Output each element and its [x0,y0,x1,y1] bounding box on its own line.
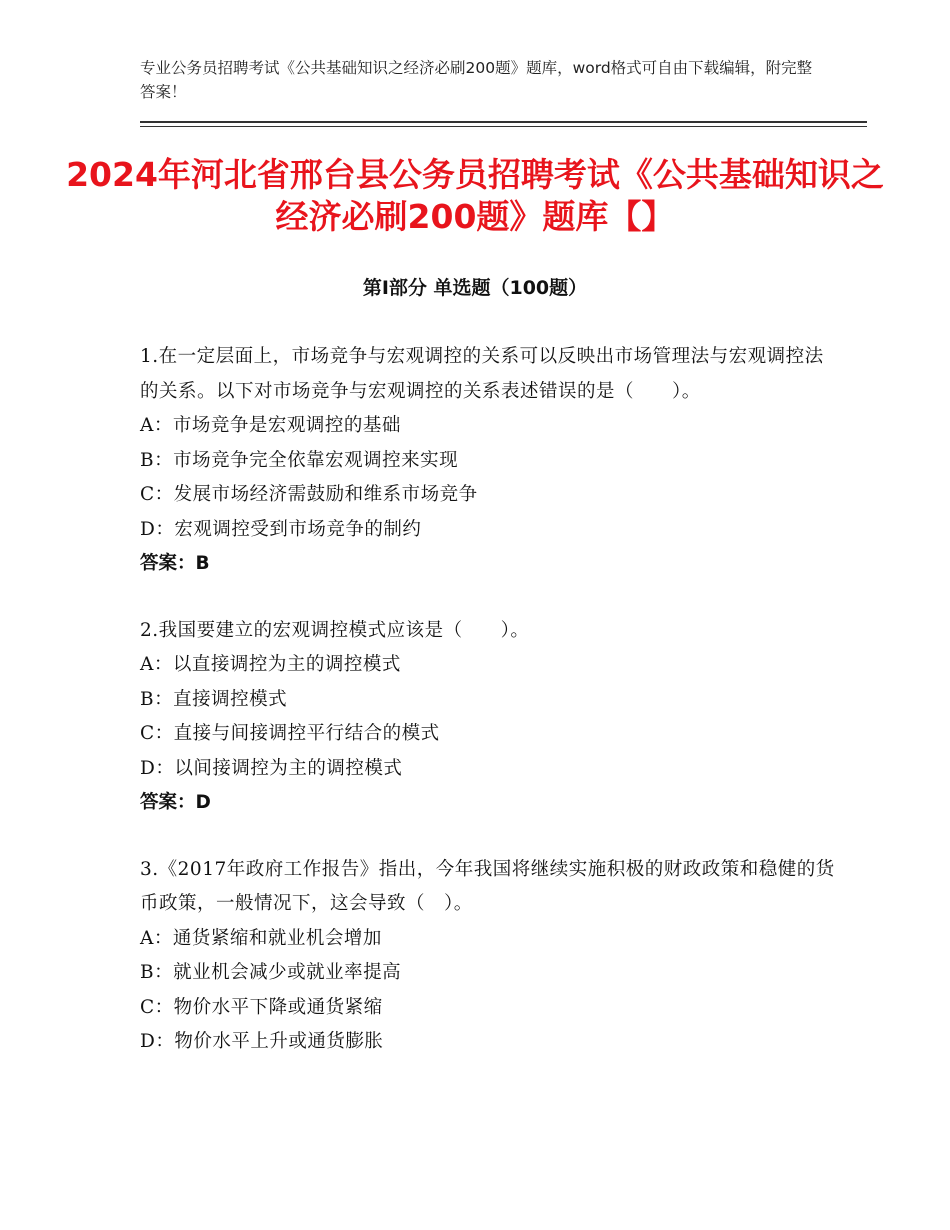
question-stem: 2.我国要建立的宏观调控模式应该是（ ）。 [140,619,530,641]
option-a: A：市场竞争是宏观调控的基础 [140,415,401,436]
option-d: D：宏观调控受到市场竞争的制约 [140,518,422,540]
option-d: D：物价水平上升或通货膨胀 [140,1031,384,1052]
option-b: B：直接调控模式 [140,688,288,710]
header-divider-thick [140,121,867,123]
header-divider-thin [140,126,867,127]
question-2 [140,614,840,821]
answer: 答案：B [140,553,210,574]
question-3 [140,853,840,1060]
option-b: B：就业机会减少或就业率提高 [140,962,402,983]
option-c: C：直接与间接调控平行结合的模式 [140,723,440,744]
option-b: B：市场竞争完全依靠宏观调控来实现 [140,449,459,471]
question-stem: 3.《2017年政府工作报告》指出，今年我国将继续实施积极的财政政策和稳健的货币政策，一般情况下，这会导致（ ）。 [140,858,835,914]
document-title: 2024年河北省邢台县公务员招聘考试《公共基础知识之经济必刷200题》题库【】 [66,155,884,236]
section-title: 第I部分 单选题（100题） [362,277,588,299]
question-1 [140,340,840,582]
header-note: 专业公务员招聘考试《公共基础知识之经济必刷200题》题库，word格式可自由下载编辑，附完整答案！ [140,59,813,101]
option-d: D：以间接调控为主的调控模式 [140,757,403,779]
answer: 答案：D [140,792,211,813]
option-c: C：物价水平下降或通货紧缩 [140,996,383,1018]
option-a: A：通货紧缩和就业机会增加 [140,927,382,949]
option-a: A：以直接调控为主的调控模式 [140,654,401,675]
option-c: C：发展市场经济需鼓励和维系市场竞争 [140,484,478,505]
question-stem: 1.在一定层面上，市场竞争与宏观调控的关系可以反映出市场管理法与宏观调控法的关系。以下对市场竞争与宏观调控的关系表述错误的是（ ）。 [140,346,824,402]
question-list [140,340,840,1092]
